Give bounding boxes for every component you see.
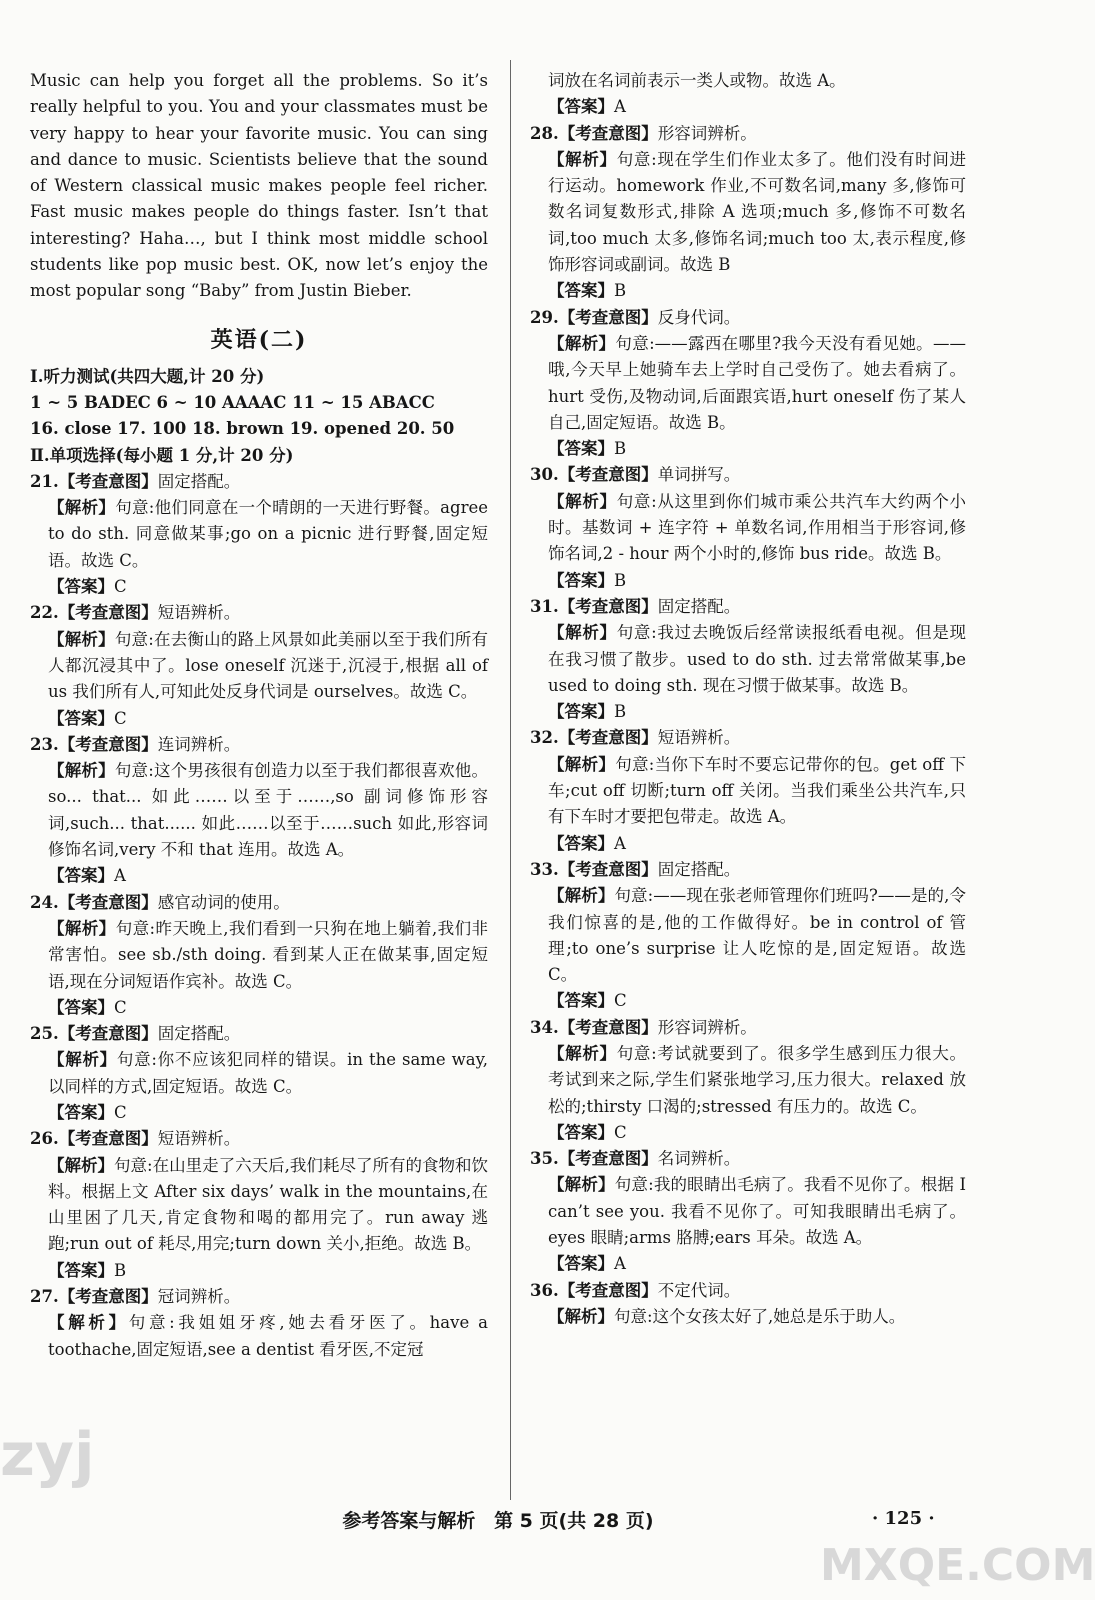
intent-text: 单词拼写。 — [657, 465, 741, 485]
analysis-text: 句意:考试就要到了。很多学生感到压力很大。考试到来之际,学生们紧张地学习,压力很大。relaxed 放松的;thirsty 口渴的;stressed 有压力的。故选 C。 — [548, 1043, 967, 1116]
question-analysis — [530, 147, 966, 278]
intent-label: 【考查意图】 — [558, 1280, 658, 1300]
continued-answer — [530, 94, 966, 120]
question-number: 22. — [30, 603, 59, 623]
question-number: 27. — [30, 1287, 59, 1307]
intent-text: 固定搭配。 — [657, 859, 741, 879]
answer-label: 【答案】 — [548, 439, 614, 459]
answer-value: B — [614, 439, 627, 459]
question-intent — [530, 594, 966, 620]
analysis-label: 【解析】 — [48, 1313, 129, 1333]
question-number: 25. — [30, 1024, 59, 1044]
analysis-text: 句意:从这里到你们城市乘公共汽车大约两个小时。基数词 + 连字符 + 单数名词,作用相当于形容词,修饰名词,2 - hour 两个小时的,修饰 bus ride。故选 B。 — [548, 491, 967, 564]
analysis-text: 句意:在山里走了六天后,我们耗尽了所有的食物和饮料。根据上文 After six days’ walk in the mountains,在山里困了几天,肯定食物和喝的都用完了。run away 逃跑;run out of 耗尽,用完;turn down 关小,拒绝。故选 B。 — [48, 1155, 488, 1254]
watermark-left: zyj — [0, 1420, 95, 1490]
question-intent — [530, 857, 966, 883]
answer-label: 【答案】 — [48, 708, 114, 728]
question-answer — [30, 574, 488, 600]
intent-text: 形容词辨析。 — [657, 1017, 757, 1037]
analysis-label: 【解析】 — [548, 1306, 614, 1326]
intent-label: 【考查意图】 — [58, 1287, 158, 1307]
analysis-text: 句意:这个男孩很有创造力以至于我们都很喜欢他。so... that... 如此……以至于……,so 副词修饰形容词,such... that...... 如此……以至于……such 如此,形容词修饰名词,very 不和 that 连用。故选 A。 — [48, 761, 489, 860]
intent-text: 短语辨析。 — [657, 728, 741, 748]
answer-value: A — [614, 833, 626, 853]
question-analysis — [530, 883, 966, 988]
question-intent — [530, 1015, 966, 1041]
question-item — [30, 600, 488, 731]
answer-value: C — [614, 1122, 627, 1142]
question-item — [30, 1021, 488, 1126]
watermark-right: MXQE.COM — [820, 1540, 1095, 1591]
intent-text: 固定搭配。 — [157, 1024, 241, 1044]
analysis-text: 句意:我的眼睛出毛病了。我看不见你了。根据 I can’t see you. 我看不见你了。可知我眼睛出毛病了。eyes 眼睛;arms 胳膊;ears 耳朵。故选 A。 — [548, 1175, 966, 1248]
analysis-label: 【解析】 — [548, 333, 616, 353]
part1-answers-line1: 1 ~ 5 BADEC 6 ~ 10 AAAAC 11 ~ 15 ABACC — [30, 392, 435, 412]
question-answer — [30, 995, 488, 1021]
intent-text: 名词辨析。 — [657, 1149, 741, 1169]
analysis-label: 【解析】 — [548, 754, 616, 774]
question-intent — [30, 890, 488, 916]
answer-value: C — [114, 708, 127, 728]
question-number: 35. — [530, 1149, 559, 1169]
answer-label: 【答案】 — [548, 1254, 614, 1274]
answer-value: A — [114, 866, 126, 886]
answer-label: 【答案】 — [548, 570, 614, 590]
footer-page: 第 5 页(共 28 页) — [494, 1510, 654, 1532]
analysis-text: 句意:他们同意在一个晴朗的一天进行野餐。agree to do sth. 同意做某事;go on a picnic 进行野餐,固定短语。故选 C。 — [48, 498, 488, 570]
question-answer — [530, 699, 966, 725]
intent-text: 固定搭配。 — [657, 596, 741, 616]
footer-title: 参考答案与解析 — [342, 1510, 476, 1532]
right-column — [530, 68, 966, 1330]
intent-text: 感官动词的使用。 — [157, 892, 290, 912]
intent-text: 固定搭配。 — [157, 471, 241, 491]
question-item — [530, 857, 966, 1015]
left-question-list — [30, 469, 488, 1363]
question-item — [530, 594, 966, 725]
analysis-label: 【解析】 — [548, 623, 617, 643]
intent-label: 【考查意图】 — [58, 734, 158, 754]
answer-value: C — [114, 577, 127, 597]
intent-label: 【考查意图】 — [558, 859, 658, 879]
question-item — [530, 1146, 966, 1277]
question-item — [30, 890, 488, 1021]
intent-label: 【考查意图】 — [558, 1149, 658, 1169]
question-analysis — [30, 627, 488, 706]
answer-label: 【答案】 — [548, 833, 614, 853]
intent-text: 反身代词。 — [657, 307, 741, 327]
answer-label: 【答案】 — [48, 997, 114, 1017]
analysis-text: 句意:当你下车时不要忘记带你的包。get off 下车;cut off 切断;turn off 关闭。当我们乘坐公共汽车,只有下车时才要把包带走。故选 A。 — [548, 754, 966, 827]
intent-label: 【考查意图】 — [558, 728, 658, 748]
question-answer — [530, 1120, 966, 1146]
question-number: 24. — [30, 892, 59, 912]
answer-label: 【答案】 — [548, 1122, 614, 1142]
question-number: 31. — [530, 596, 559, 616]
answer-value: C — [614, 991, 627, 1011]
answer-label: 【答案】 — [548, 281, 614, 301]
question-answer — [530, 831, 966, 857]
question-analysis — [30, 1047, 488, 1100]
answer-value: A — [614, 1254, 626, 1274]
question-item — [30, 469, 488, 600]
question-item — [530, 305, 966, 463]
question-intent — [530, 462, 966, 488]
analysis-label: 【解析】 — [548, 149, 617, 169]
analysis-text: 句意:在去衡山的路上风景如此美丽以至于我们所有人都沉浸其中了。lose oneself 沉迷于,沉浸于,根据 all of us 我们所有人,可知此处反身代词是 ourselves。故选 C。 — [48, 629, 489, 702]
continued-analysis: 词放在名词前表示一类人或物。故选 A。 — [548, 71, 846, 90]
answer-label: 【答案】 — [48, 866, 114, 886]
question-number: 28. — [530, 123, 559, 143]
question-answer — [30, 1100, 488, 1126]
question-answer — [530, 1251, 966, 1277]
question-analysis — [530, 620, 966, 699]
intent-text: 不定代词。 — [657, 1280, 741, 1300]
analysis-label: 【解析】 — [48, 1155, 115, 1175]
question-intent — [30, 732, 488, 758]
question-analysis — [30, 916, 488, 995]
question-item — [30, 732, 488, 890]
question-number: 34. — [530, 1017, 559, 1037]
answer-value: C — [114, 997, 127, 1017]
question-item — [30, 1126, 488, 1284]
section-title: 英语(二) — [210, 326, 308, 353]
analysis-label: 【解析】 — [548, 886, 615, 906]
question-intent — [30, 1021, 488, 1047]
analysis-label: 【解析】 — [48, 629, 115, 649]
answer-label: 【答案】 — [48, 1102, 114, 1122]
question-intent — [530, 121, 966, 147]
answer-label: 【答案】 — [548, 702, 614, 722]
footer — [0, 1506, 996, 1533]
analysis-label: 【解析】 — [548, 1175, 615, 1195]
analysis-label: 【解析】 — [48, 498, 116, 518]
intent-text: 短语辨析。 — [157, 1129, 241, 1149]
analysis-label: 【解析】 — [548, 1043, 617, 1063]
analysis-label: 【解析】 — [48, 761, 115, 781]
analysis-text: 句意:——现在张老师管理你们班吗?——是的,令我们惊喜的是,他的工作做得好。be in control of 管理;to one’s surprise 让人吃惊的是,固定短语。故选 C。 — [548, 886, 967, 985]
question-analysis — [30, 758, 488, 863]
analysis-text: 句意:我过去晚饭后经常读报纸看电视。但是现在我习惯了散步。used to do sth. 过去常常做某事,be used to doing sth. 现在习惯于做某事。故选 B。 — [548, 623, 967, 695]
question-number: 33. — [530, 859, 559, 879]
answer-value: B — [614, 570, 627, 590]
question-answer — [530, 436, 966, 462]
analysis-text: 句意:我姐姐牙疼,她去看牙医了。have a toothache,固定短语,see a dentist 看牙医,不定冠 — [48, 1313, 489, 1359]
answer-label: 【答案】 — [48, 577, 114, 597]
question-item — [530, 121, 966, 305]
question-analysis — [30, 1153, 488, 1258]
answer-label: 【答案】 — [548, 97, 614, 117]
answer-label: 【答案】 — [548, 991, 614, 1011]
analysis-text: 句意:昨天晚上,我们看到一只狗在地上躺着,我们非常害怕。see sb./sth doing. 看到某人正在做某事,固定短语,现在分词短语作宾补。故选 C。 — [48, 918, 488, 991]
intent-label: 【考查意图】 — [558, 596, 658, 616]
question-number: 21. — [30, 471, 59, 491]
answer-value: B — [614, 702, 627, 722]
analysis-text: 句意:这个女孩太好了,她总是乐于助人。 — [614, 1306, 906, 1326]
question-intent — [30, 1126, 488, 1152]
part2-heading: Ⅱ.单项选择(每小题 1 分,计 20 分) — [30, 445, 294, 465]
intent-label: 【考查意图】 — [558, 1017, 658, 1037]
intent-label: 【考查意图】 — [558, 465, 658, 485]
question-item — [530, 1278, 966, 1331]
question-number: 29. — [530, 307, 559, 327]
answer-value: B — [614, 281, 627, 301]
question-answer — [30, 1258, 488, 1284]
question-analysis — [530, 331, 966, 436]
question-intent — [530, 725, 966, 751]
intent-label: 【考查意图】 — [558, 123, 658, 143]
question-answer — [530, 278, 966, 304]
question-intent — [30, 1284, 488, 1310]
intent-text: 连词辨析。 — [157, 734, 241, 754]
question-answer — [30, 863, 488, 889]
question-item — [530, 462, 966, 593]
part1-heading: Ⅰ.听力测试(共四大题,计 20 分) — [30, 366, 265, 386]
question-analysis — [530, 1304, 966, 1330]
answer-label: 【答案】 — [48, 1260, 114, 1280]
question-analysis — [530, 1041, 966, 1120]
analysis-label: 【解析】 — [48, 918, 116, 938]
part1-answers-line2: 16. close 17. 100 18. brown 19. opened 20. 50 — [30, 419, 455, 439]
question-answer — [30, 706, 488, 732]
question-item — [30, 1284, 488, 1363]
question-number: 23. — [30, 734, 59, 754]
analysis-text: 句意:——露西在哪里?我今天没有看见她。——哦,今天早上她骑车去上学时自己受伤了。她去看病了。hurt 受伤,及物动词,后面跟宾语,hurt oneself 伤了某人自己,固定短语。故选 B。 — [548, 333, 967, 432]
intent-text: 短语辨析。 — [157, 603, 241, 623]
intent-label: 【考查意图】 — [58, 1024, 158, 1044]
right-question-list — [530, 121, 966, 1331]
analysis-text: 句意:现在学生们作业太多了。他们没有时间进行运动。homework 作业,不可数名词,many 多,修饰可数名词复数形式,排除 A 选项;much 多,修饰不可数名词,too much 太多,修饰名词;much too 太,表示程度,修饰形容词或副词。故选 B — [548, 149, 967, 275]
analysis-label: 【解析】 — [48, 1050, 117, 1070]
intent-label: 【考查意图】 — [558, 307, 658, 327]
analysis-text: 句意:你不应该犯同样的错误。in the same way,以同样的方式,固定短语。故选 C。 — [48, 1050, 488, 1096]
question-intent — [530, 305, 966, 331]
question-analysis — [30, 1310, 488, 1363]
question-number: 36. — [530, 1280, 559, 1300]
answer-value: C — [114, 1102, 127, 1122]
question-intent — [530, 1146, 966, 1172]
listening-text: Music can help you forget all the problems. So it’s really helpful to you. You and your classmates must be very happy to hear your favorite music. You can sing and dance to music. Scientists believe that the sound of Western classical music makes people feel richer. Fast music makes people do things faster. Isn’t that interesting? Haha…, but I think most middle school students like pop music best. OK, now let’s enjoy the most popular song “Baby” from Justin Bieber. — [30, 71, 488, 301]
intent-label: 【考查意图】 — [58, 603, 158, 623]
question-intent — [530, 1278, 966, 1304]
question-analysis — [30, 495, 488, 574]
question-analysis — [530, 489, 966, 568]
intent-label: 【考查意图】 — [58, 1129, 158, 1149]
question-intent — [30, 600, 488, 626]
intent-text: 冠词辨析。 — [157, 1287, 241, 1307]
question-answer — [530, 568, 966, 594]
left-column — [30, 68, 488, 1363]
page-number: · 125 · — [872, 1508, 935, 1529]
question-intent — [30, 469, 488, 495]
question-analysis — [530, 1172, 966, 1251]
intent-label: 【考查意图】 — [58, 892, 158, 912]
question-item — [530, 725, 966, 856]
question-answer — [530, 988, 966, 1014]
question-item — [530, 1015, 966, 1146]
answer-value: A — [614, 97, 626, 117]
question-number: 30. — [530, 465, 559, 485]
question-analysis — [530, 752, 966, 831]
question-number: 32. — [530, 728, 559, 748]
intent-text: 形容词辨析。 — [657, 123, 757, 143]
intent-label: 【考查意图】 — [58, 471, 158, 491]
question-number: 26. — [30, 1129, 59, 1149]
analysis-label: 【解析】 — [548, 491, 617, 511]
column-divider — [510, 60, 511, 1500]
answer-value: B — [114, 1260, 127, 1280]
